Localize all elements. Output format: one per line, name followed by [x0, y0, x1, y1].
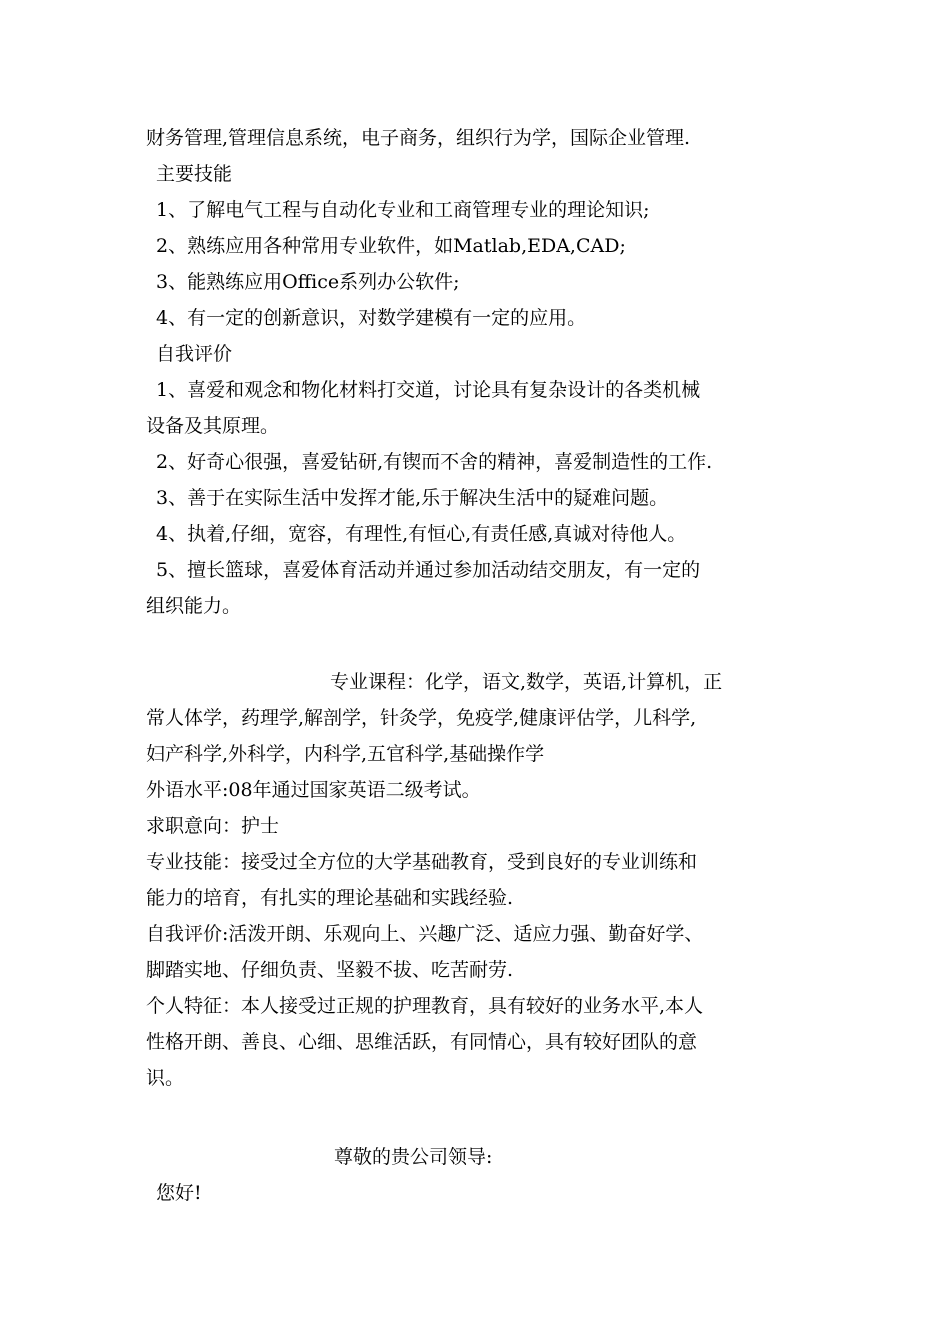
skill-item-4: 4、有一定的创新意识，对数学建模有一定的应用。: [156, 307, 587, 329]
section-heading-self-evaluation: 自我评价: [156, 343, 233, 365]
text-line-courses-cont-1: 常人体学，药理学,解剖学，针灸学，免疫学,健康评估学，儿科学,: [146, 707, 697, 729]
text-line-courses: 专业课程：化学，语文,数学，英语,计算机，正: [330, 671, 723, 693]
text-line-professional-skills: 专业技能：接受过全方位的大学基础教育，受到良好的专业训练和: [146, 851, 698, 873]
evaluation-item-1-cont: 设备及其原理。: [146, 415, 280, 437]
text-line-self-evaluation: 自我评价:活泼开朗、乐观向上、兴趣广泛、适应力强、勤奋好学、: [146, 923, 704, 945]
text-line-personal-traits: 个人特征：本人接受过正规的护理教育，具有较好的业务水平,本人: [146, 995, 704, 1017]
evaluation-item-4: 4、执着,仔细，宽容，有理性,有恒心,有责任感,真诚对待他人。: [156, 523, 687, 545]
text-line-professional-skills-cont: 能力的培育，有扎实的理论基础和实践经验.: [146, 887, 514, 909]
skill-item-1: 1、了解电气工程与自动化专业和工商管理专业的理论知识;: [156, 199, 650, 221]
evaluation-item-5: 5、擅长篮球，喜爱体育活动并通过参加活动结交朋友，有一定的: [156, 559, 701, 581]
evaluation-item-5-cont: 组织能力。: [146, 595, 242, 617]
text-line-job-intention: 求职意向：护士: [146, 815, 280, 837]
section-heading-skills: 主要技能: [156, 163, 233, 185]
text-line-self-evaluation-cont: 脚踏实地、仔细负责、坚毅不拔、吃苦耐劳.: [146, 959, 514, 981]
text-line-personal-traits-cont-1: 性格开朗、善良、心细、思维活跃，有同情心，具有较好团队的意: [146, 1031, 698, 1053]
skill-item-2: 2、熟练应用各种常用专业软件，如Matlab,EDA,CAD;: [156, 235, 626, 257]
letter-greeting: 您好!: [156, 1182, 202, 1204]
evaluation-item-3: 3、善于在实际生活中发挥才能,乐于解决生活中的疑难问题。: [156, 487, 669, 509]
text-line-language-level: 外语水平:08年通过国家英语二级考试。: [146, 779, 481, 801]
text-line-course-list: 财务管理,管理信息系统，电子商务，组织行为学，国际企业管理.: [146, 127, 691, 149]
text-line-personal-traits-cont-2: 识。: [146, 1067, 185, 1089]
letter-salutation: 尊敬的贵公司领导:: [334, 1146, 493, 1168]
text-line-courses-cont-2: 妇产科学,外科学，内科学,五官科学,基础操作学: [146, 743, 545, 765]
evaluation-item-2: 2、好奇心很强，喜爱钻研,有锲而不舍的精神，喜爱制造性的工作.: [156, 451, 713, 473]
skill-item-3: 3、能熟练应用Office系列办公软件;: [156, 271, 460, 293]
evaluation-item-1: 1、喜爱和观念和物化材料打交道，讨论具有复杂设计的各类机械: [156, 379, 701, 401]
